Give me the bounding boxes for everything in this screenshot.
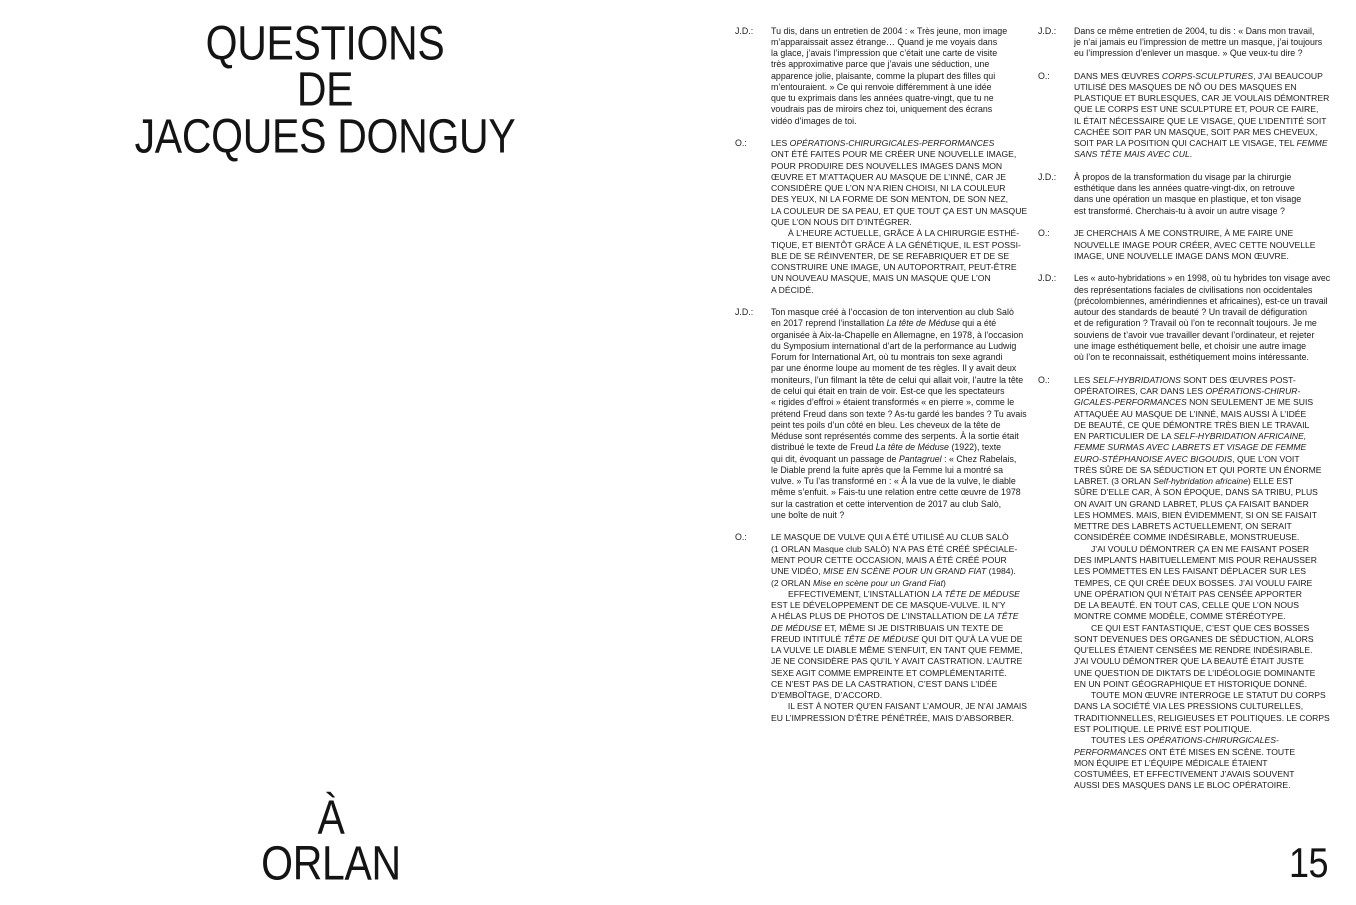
- text-line: [771, 318, 1027, 329]
- paragraph: [771, 138, 1027, 228]
- question-text: [1074, 26, 1330, 60]
- text-line: J’AI VOULU DÉMONTRER ÇA EN ME FAISANT POSER: [1091, 543, 1310, 554]
- text-line: peint tes poils d’un côté en bleu. Les cheveux de la tête de: [771, 419, 1001, 430]
- text-run: .: [1189, 149, 1193, 160]
- text-line: [1074, 71, 1330, 82]
- text-line: même s’enfuit. » Fais-tu une relation entre cette œuvre de 1978: [771, 487, 1021, 498]
- text-line: Les « auto-hybridations » en 1998, où tu hybrides ton visage avec: [1074, 273, 1331, 284]
- italic-title: SELF-HYBRIDATION AFRICAINE,: [1173, 431, 1307, 442]
- text-line: TOUTE MON ŒUVRE INTERROGE LE STATUT DU CORPS: [1091, 690, 1326, 701]
- text-line: [1074, 442, 1330, 453]
- text-line: LE MASQUE DE VULVE QUI A ÉTÉ UTILISÉ AU CLUB SALÒ: [771, 532, 1009, 543]
- text-line: (1 ORLAN Masque club SALÒ) N’A PAS ÉTÉ CRÉÉ SPÉCIALE-: [771, 543, 1018, 554]
- answer-block: [735, 532, 1027, 724]
- text-run: SOIT PAR LA POSITION QUI CACHAIT LE VISAGE, TEL: [1074, 138, 1297, 149]
- italic-title: Pantagruel: [898, 453, 942, 464]
- paragraph: [1074, 273, 1330, 363]
- text-line: ONT ÉTÉ FAITES POUR ME CRÉER UNE NOUVELLE IMAGE,: [771, 149, 1017, 160]
- answer-text: [771, 532, 1027, 724]
- addressee-line: ORLAN: [261, 836, 401, 891]
- text-run: ET, MÊME SI JE DISTRIBUAIS UN TEXTE DE: [822, 622, 1004, 633]
- page-title: [0, 15, 650, 163]
- speaker-label: O.:: [735, 532, 747, 543]
- text-line: sur la castration et cette intervention de 2017 au club Salò,: [771, 498, 1002, 509]
- text-run: FREUD INTITULÉ: [771, 633, 844, 644]
- text-line: est transformé. Cherchais-tu à avoir un autre visage ?: [1074, 205, 1285, 216]
- text-run: OPÉRATOIRES, CAR DANS LES: [1074, 386, 1206, 396]
- text-line: autour des standards de beauté ? Un travail de défiguration: [1074, 307, 1308, 318]
- italic-title: La tête de Méduse: [875, 442, 949, 453]
- question-block: [1038, 172, 1330, 217]
- text-line: apparence jolie, plaisante, comme la plupart des filles qui: [771, 70, 996, 81]
- text-run: ): [942, 577, 946, 588]
- speaker-label: J.D.:: [1038, 25, 1057, 36]
- text-run: (1922), texte: [948, 442, 1002, 453]
- text-line: Forum for International Art, où tu montrais ton sexe agrandi: [771, 352, 1003, 363]
- text-line: QUE LE CORPS EST UNE SCULPTURE ET, POUR CE FAIRE,: [1074, 104, 1319, 115]
- paragraph: [771, 589, 1027, 702]
- text-line: UN NOUVEAU MASQUE, MAIS UN MASQUE QUE L’ON: [771, 273, 991, 284]
- paragraph: [771, 532, 1027, 588]
- text-run: distribué le texte de Freud: [771, 442, 876, 453]
- text-line: À propos de la transformation du visage par la chirurgie: [1074, 171, 1292, 182]
- text-line: DE LA BEAUTÉ. EN TOUT CAS, CELLE QUE L’ON NOUS: [1074, 600, 1299, 611]
- text-line: SÛRE D’ELLE CAR, À SON ÉPOQUE, DANS SA TRIBU, PLUS: [1074, 487, 1318, 498]
- paragraph: [771, 307, 1027, 521]
- speaker-label: O.:: [1038, 374, 1050, 385]
- text-line: TRADITIONNELLES, RELIGIEUSES ET POLITIQUES. LE CORPS: [1074, 712, 1330, 723]
- text-run: LES: [1074, 374, 1093, 385]
- text-run: LES: [771, 138, 790, 149]
- text-line: J’AI VOULU DÉMONTRER QUE LA BEAUTÉ ÉTAIT JUSTE: [1074, 656, 1304, 667]
- text-line: souviens de t’avoir vue travailler devant l’ordinateur, et rejeter: [1074, 329, 1315, 340]
- text-run: (1984).: [986, 566, 1016, 577]
- text-line: EST LE DÉVELOPPEMENT DE CE MASQUE-VULVE. IL N’Y: [771, 600, 1006, 611]
- addressee-heading: [0, 789, 662, 891]
- italic-title: EURO-STÉPHANOISE AVEC BIGOUDIS: [1074, 453, 1233, 464]
- answer-block: [1038, 375, 1330, 792]
- text-line: POUR PRODUIRE DES NOUVELLES IMAGES DANS MON: [771, 160, 1003, 171]
- text-line: AUSSI DES MASQUES DANS LE BLOC OPÉRATOIRE.: [1074, 780, 1291, 791]
- text-line: la glace, j’avais l’impression que c’était une carte de visite: [771, 48, 998, 59]
- text-line: MONTRE COMME MODÈLE, COMME STÉRÉOTYPE.: [1074, 611, 1286, 622]
- question-block: [735, 26, 1027, 127]
- text-line: de celui qui était en train de voir. Est-ce que les spectateurs: [771, 386, 1005, 396]
- text-line: ŒUVRE ET M’ATTAQUER AU MASQUE DE L’INNÉ, CAR JE: [771, 171, 1006, 182]
- question-block: [1038, 26, 1330, 60]
- text-run: DANS MES ŒUVRES: [1074, 70, 1162, 81]
- paragraph: [1074, 544, 1330, 623]
- text-line: SONT DEVENUES DES ORGANES DE SÉDUCTION, ALORS: [1074, 633, 1314, 644]
- text-line: METTRE DES LABRETS ACTUELLEMENT, ON SERAIT: [1074, 521, 1292, 532]
- text-run: QUI DIT QU’À LA VUE DE: [919, 633, 1023, 644]
- text-line: [771, 442, 1027, 453]
- text-line: Dans ce même entretien de 2004, tu dis : « Dans mon travail,: [1074, 25, 1315, 36]
- text-line: CONSIDÉRÉE COMME INDÉSIRABLE, MONSTRUEUSE.: [1074, 532, 1300, 543]
- text-line: où l’on te reconnaissait, esthétiquement moins intéressante.: [1074, 352, 1309, 363]
- text-line: IL EST À NOTER QU’EN FAISANT L’AMOUR, JE N’AI JAMAIS: [787, 701, 1027, 712]
- text-line: SEXE AGIT COMME EMPREINTE ET COMPLÉMENTARITÉ.: [771, 667, 1007, 678]
- text-line: MON ÉQUIPE ET L’ÉQUIPE MÉDICALE ÉTAIENT: [1074, 757, 1268, 768]
- text-run: ONT ÉTÉ MISES EN SCÈNE. TOUTE: [1146, 746, 1296, 757]
- text-line: NOUVELLE IMAGE POUR CRÉER, AVEC CETTE NOUVELLE: [1074, 239, 1316, 250]
- answer-block: [1038, 71, 1330, 161]
- text-line: une image esthétiquement belle, et choisir une autre image: [1074, 340, 1307, 351]
- text-line: À L’HEURE ACTUELLE, GRÂCE À LA CHIRURGIE ESTHÉ-: [788, 228, 1020, 239]
- text-line: TIQUE, ET BIENTÔT GRÂCE À LA GÉNÉTIQUE, IL EST POSSI-: [771, 239, 1021, 250]
- answer-text: [771, 138, 1027, 296]
- text-line: et de refiguration ? Travail où l’on te reconnaît toujours. Je me: [1074, 318, 1317, 329]
- text-line: une boîte de nuit ?: [771, 509, 845, 520]
- text-line: [1074, 431, 1330, 442]
- text-line: CONSTRUIRE UNE IMAGE, UN AUTOPORTRAIT, PEUT-ÊTRE: [771, 262, 1017, 273]
- text-line: [1074, 386, 1330, 397]
- text-run: LABRET. (3 ORLAN: [1074, 476, 1154, 487]
- text-line: DES IMPLANTS HABITUELLEMENT MIS POUR REHAUSSER: [1074, 554, 1317, 565]
- text-line: [771, 611, 1027, 622]
- text-line: UNE OPÉRATION QUI N’ÉTAIT PAS CENSÉE APPORTER: [1074, 588, 1302, 599]
- title-line: JACQUES DONGUY: [134, 108, 516, 163]
- paragraph: [1074, 735, 1330, 791]
- text-line: Méduse sont représentés comme des serpents. À la sortie était: [771, 431, 1019, 442]
- text-line: CACHÉE SOIT PAR UN MASQUE, SOIT PAR MES CHEVEUX,: [1074, 126, 1318, 137]
- text-run: (2 ORLAN: [771, 577, 814, 588]
- text-line: LES HOMMES. MAIS, BIEN ÉVIDEMMENT, SI ON SE FAISAIT: [1074, 509, 1318, 520]
- speaker-label: J.D.:: [735, 25, 754, 36]
- text-line: DANS LA SOCIÉTÉ VIA LES PRESSIONS CULTURELLES,: [1074, 701, 1304, 712]
- paragraph: [1074, 26, 1330, 60]
- text-line: je n’ai jamais eu l’impression de mettre un masque, j’ai toujours: [1074, 36, 1323, 47]
- italic-title: PERFORMANCES: [1074, 746, 1147, 757]
- text-line: PLASTIQUE ET BURLESQUES, CAR JE VOULAIS DÉMONTRER: [1074, 93, 1330, 104]
- text-line: A DÉCIDÉ.: [771, 284, 814, 295]
- page-number: 15: [1288, 838, 1328, 886]
- text-line: que tu exprimais dans les années quatre-vingt, que tu ne: [771, 93, 994, 104]
- text-run: TOUTES LES: [1091, 735, 1147, 746]
- text-run: , J’AI BEAUCOUP: [1253, 70, 1323, 81]
- italic-title: GICALES-PERFORMANCES: [1074, 397, 1187, 408]
- italic-title: La tête de Méduse: [886, 318, 960, 329]
- italic-title: OPÉRATIONS-CHIRUR-: [1205, 386, 1301, 396]
- text-line: EU L’IMPRESSION D’ÊTRE PÉNÉTRÉE, MAIS D’ABSORBER.: [771, 712, 1015, 723]
- text-line: prétend Freud dans son texte ? As-tu gardé les bandes ? Tu avais: [771, 408, 1027, 419]
- text-line: m’entouraient. » Ce qui renvoie différemment à une idée: [771, 81, 992, 92]
- italic-title: CORPS-SCULPTURES: [1161, 70, 1254, 81]
- italic-title: FEMME: [1296, 138, 1328, 149]
- text-run: UNE VIDÉO,: [771, 566, 824, 577]
- paragraph: [771, 26, 1027, 127]
- text-line: ON AVAIT UN GRAND LABRET, PLUS ÇA FAISAIT BANDER: [1074, 498, 1309, 509]
- text-line: voudrais pas de miroirs chez toi, uniquement des écrans: [771, 104, 993, 115]
- text-line: QU’ELLES ÉTAIENT CENSÉES ME RENDRE INDÉSIRABLE.: [1074, 645, 1313, 656]
- text-run: , QUE L’ON VOIT: [1232, 453, 1300, 464]
- italic-title: FEMME SURMAS AVEC LABRETS ET VISAGE DE FEMME: [1074, 442, 1307, 453]
- text-line: DE BEAUTÉ, CE QUE DÉMONTRE TRÈS BIEN LE TRAVAIL: [1074, 419, 1310, 430]
- paragraph: [1074, 228, 1330, 262]
- interview-column-left: [735, 26, 1027, 736]
- italic-title: OPÉRATIONS-CHIRURGICALES-: [1146, 735, 1279, 746]
- question-text: [1074, 273, 1330, 363]
- italic-title: DE MÉDUSE: [771, 622, 823, 633]
- italic-title: SELF-HYBRIDATIONS: [1092, 374, 1181, 385]
- question-text: [771, 26, 1027, 127]
- text-line: CE QUI EST FANTASTIQUE, C’EST QUE CES BOSSES: [1091, 622, 1310, 633]
- italic-title: Self-hybridation africaine: [1153, 476, 1248, 487]
- paragraph: [1074, 71, 1330, 161]
- answer-block: [735, 138, 1027, 296]
- text-line: BLE DE SE RÉINVENTER, DE SE REFABRIQUER ET DE SE: [771, 250, 1010, 261]
- text-run: ) ELLE EST: [1247, 476, 1294, 487]
- text-run: NON SEULEMENT JE ME SUIS: [1186, 397, 1314, 408]
- text-line: LA VULVE LE DIABLE MÊME S’ENFUIT, EN TANT QUE FEMME,: [771, 645, 1023, 656]
- italic-title: Mise en scène pour un Grand Fiat: [813, 577, 943, 588]
- text-line: TRÈS SÛRE DE SA SÉDUCTION ET QUI PORTE UN ÉNORME: [1074, 464, 1322, 475]
- text-run: : « Chez Rabelais,: [941, 453, 1017, 464]
- text-line: du Symposium international d’art de la performance au Ludwig: [771, 340, 1017, 351]
- text-line: [771, 589, 1027, 600]
- text-line: JE NE CONSIDÈRE PAS QU’IL Y AVAIT CASTRATION. L’AUTRE: [771, 656, 1023, 667]
- title-line: QUESTIONS: [205, 15, 445, 70]
- interview-column-right: [1038, 26, 1330, 803]
- answer-block: [1038, 228, 1330, 262]
- text-line: D’EMBOÎTAGE, D’ACCORD.: [771, 690, 883, 701]
- text-line: dans une opération un masque en plastique, et ton visage: [1074, 194, 1302, 205]
- speaker-label: O.:: [1038, 228, 1050, 239]
- text-line: JE CHERCHAIS À ME CONSTRUIRE, À ME FAIRE UNE: [1074, 228, 1294, 239]
- text-line: LA COULEUR DE SA PEAU, ET QUE TOUT ÇA EST UN MASQUE: [771, 205, 1028, 216]
- text-line: Tu dis, dans un entretien de 2004 : « Très jeune, mon image: [771, 25, 1008, 36]
- text-line: esthétique dans les années quatre-vingt-dix, on retrouve: [1074, 183, 1295, 194]
- text-line: EST POLITIQUE. LE PRIVÉ EST POLITIQUE.: [1074, 723, 1252, 734]
- text-line: QUE L’ON NOUS DIT D’INTÉGRER.: [771, 217, 912, 228]
- text-line: eu l’impression d’enlever un masque. » Que veux-tu dire ?: [1074, 48, 1303, 59]
- paragraph: [771, 228, 1027, 296]
- text-line: des représentations faciales de civilisations non occidentales: [1074, 284, 1313, 295]
- text-run: qui dit, évoquant un passage de: [771, 453, 899, 464]
- text-line: [771, 454, 1027, 465]
- speaker-label: J.D.:: [735, 307, 754, 318]
- question-text: [1074, 172, 1330, 217]
- italic-title: LA TÊTE: [984, 611, 1019, 622]
- text-line: [1074, 138, 1330, 149]
- text-line: [1074, 149, 1330, 160]
- text-line: IMAGE, UNE NOUVELLE IMAGE DANS MON ŒUVRE.: [1074, 250, 1289, 261]
- italic-title: SANS TÊTE MAIS AVEC CUL: [1074, 149, 1190, 160]
- text-line: CONSIDÈRE QUE L’ON N’A RIEN CHOISI, NI LA COULEUR: [771, 183, 1006, 194]
- text-line: IL ÉTAIT NÉCESSAIRE QUE LE VISAGE, QUE L’IDENTITÉ SOIT: [1074, 115, 1327, 126]
- italic-title: OPÉRATIONS-CHIRURGICALES-PERFORMANCES: [789, 138, 995, 149]
- paragraph: [1074, 623, 1330, 691]
- paragraph: [771, 701, 1027, 724]
- text-line: DES YEUX, NI LA FORME DE SON MENTON, DE SON NEZ,: [771, 194, 1009, 205]
- text-line: [1074, 375, 1330, 386]
- text-line: [1074, 476, 1330, 487]
- speaker-label: O.:: [1038, 70, 1050, 81]
- text-line: moniteurs, l’un filmant la tête de celui qui allait voir, l’autre la tête: [771, 374, 1024, 385]
- text-line: [1074, 397, 1330, 408]
- text-line: vulve. » Tu l’as transformé en : « À la vue de la vulve, le diable: [771, 476, 1016, 487]
- text-line: [771, 623, 1027, 634]
- text-line: [771, 578, 1027, 589]
- question-block: [1038, 273, 1330, 363]
- text-line: TEMPES, CE QUI CRÉE DEUX BOSSES. J’AI VOULU FAIRE: [1074, 577, 1313, 588]
- text-run: SONT DES ŒUVRES POST-: [1180, 374, 1296, 385]
- speaker-label: O.:: [735, 138, 747, 149]
- text-line: vidéo d’images de toi.: [771, 115, 857, 126]
- paragraph: [1074, 690, 1330, 735]
- text-line: très approximative parce que j’avais une séduction, une: [771, 59, 990, 70]
- text-line: [1074, 747, 1330, 758]
- text-line: EN UN POINT GÉOGRAPHIQUE ET HISTORIQUE DONNÉ.: [1074, 678, 1308, 689]
- italic-title: LA TÊTE DE MÉDUSE: [931, 588, 1020, 599]
- text-run: qui a été: [959, 318, 997, 329]
- text-line: CE N’EST PAS DE LA CASTRATION, C’EST DANS L’IDÉE: [771, 678, 998, 689]
- text-line: UNE QUESTION DE DIKTATS DE L’IDÉOLOGIE DOMINANTE: [1074, 667, 1316, 678]
- text-line: Ton masque créé à l’occasion de ton intervention au club Salò: [771, 307, 1014, 318]
- italic-title: TÊTE DE MÉDUSE: [843, 633, 920, 644]
- addressee-line: À: [317, 789, 345, 844]
- text-line: le Diable prend la fuite après que la Femme lui a montré sa: [771, 464, 1004, 475]
- answer-text: [1074, 71, 1330, 161]
- text-line: UTILISÉ DES MASQUES DE NÔ OU DES MASQUES EN: [1074, 81, 1297, 92]
- speaker-label: J.D.:: [1038, 171, 1057, 182]
- text-line: par une énorme loupe au moment de tes règles. Il y avait deux: [771, 363, 1017, 374]
- question-block: [735, 307, 1027, 521]
- text-line: (précolombiennes, amérindiennes et africaines), est-ce un travail: [1074, 295, 1328, 306]
- text-line: [1074, 454, 1330, 465]
- speaker-label: J.D.:: [1038, 273, 1057, 284]
- text-line: « rigides d’effroi » étaient transformés « en pierre », comme le: [771, 397, 1015, 408]
- answer-text: [1074, 228, 1330, 262]
- text-line: COSTUMÉES, ET EFFECTIVEMENT J’AVAIS SOUVENT: [1074, 769, 1295, 780]
- italic-title: MISE EN SCÈNE POUR UN GRAND FIAT: [823, 566, 987, 577]
- text-run: EN PARTICULIER DE LA: [1074, 431, 1174, 442]
- text-line: ATTAQUÉE AU MASQUE DE L’INNÉ, MAIS AUSSI À L’IDÉE: [1074, 408, 1307, 419]
- paragraph: [1074, 375, 1330, 544]
- text-line: [771, 138, 1027, 149]
- text-line: MENT POUR CETTE OCCASION, MAIS A ÉTÉ CRÉÉ POUR: [771, 554, 1007, 565]
- text-line: [771, 634, 1027, 645]
- text-line: LES POMMETTES EN LES FAISANT DÉPLACER SUR LES: [1074, 566, 1306, 577]
- text-line: m’apparaissait assez étrange… Quand je me voyais dans: [771, 36, 998, 47]
- text-run: A HÉLAS PLUS DE PHOTOS DE L’INSTALLATION DE: [771, 611, 984, 622]
- text-line: organisée à Aix-la-Chapelle en Allemagne, en 1978, à l’occasion: [771, 329, 1024, 340]
- answer-text: [1074, 375, 1330, 792]
- text-line: [771, 566, 1027, 577]
- text-line: [1074, 735, 1330, 746]
- title-line: DE: [296, 62, 354, 117]
- text-run: EFFECTIVEMENT, L’INSTALLATION: [788, 588, 932, 599]
- text-run: en 2017 reprend l’installation: [771, 318, 887, 329]
- question-text: [771, 307, 1027, 521]
- paragraph: [1074, 172, 1330, 217]
